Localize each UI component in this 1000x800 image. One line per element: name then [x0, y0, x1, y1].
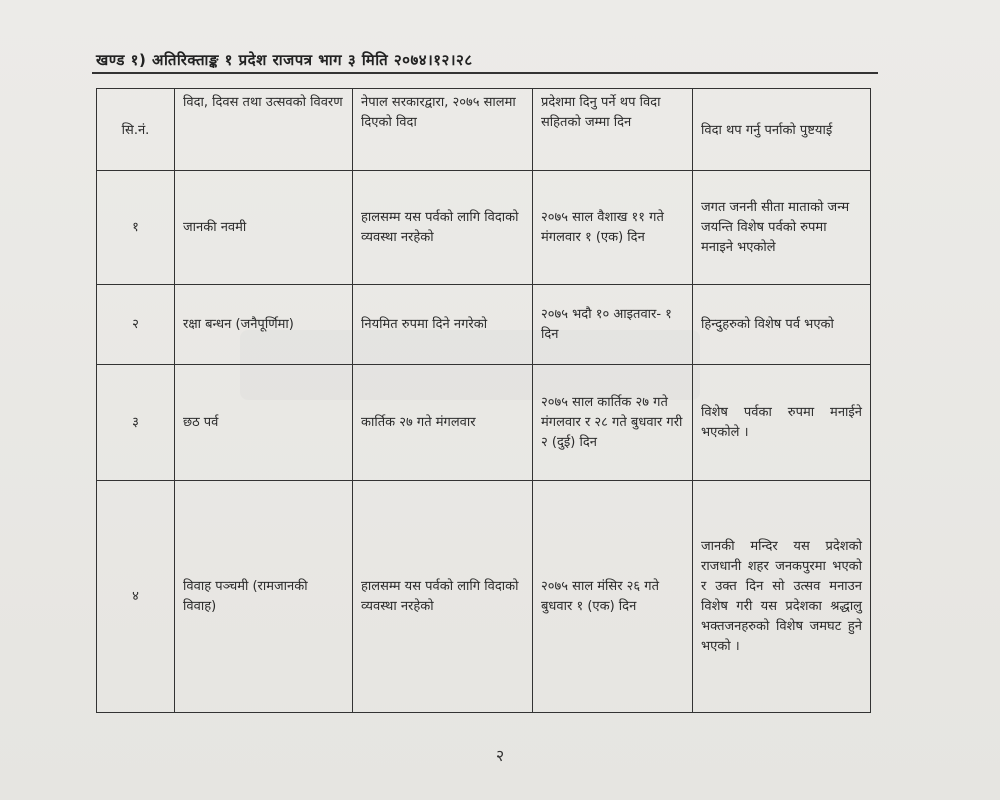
table-row: [97, 365, 871, 481]
row-province-days: २०७५ साल वैशाख ११ गते मंगलवार १ (एक) दिन: [533, 171, 693, 285]
header-justification: विदा थप गर्नु पर्नाको पुष्टयाई: [693, 89, 871, 171]
table-header-row: [97, 89, 871, 171]
header-govt-leave: नेपाल सरकारद्वारा, २०७५ सालमा दिएको विदा: [353, 89, 533, 171]
table-row: [97, 171, 871, 285]
row-name: जानकी नवमी: [175, 171, 353, 285]
page-number: २: [495, 746, 505, 765]
header-description: विदा, दिवस तथा उत्सवको विवरण: [175, 89, 353, 171]
header-rule: [92, 72, 878, 74]
header-province-days: प्रदेशमा दिनु पर्ने थप विदा सहितको जम्मा दिन: [533, 89, 693, 171]
row-serial: १: [97, 171, 175, 285]
holiday-table: [96, 88, 871, 713]
row-justification: हिन्दुहरुको विशेष पर्व भएको: [693, 285, 871, 365]
row-govt-leave: नियमित रुपमा दिने नगरेको: [353, 285, 533, 365]
row-name: रक्षा बन्धन (जनैपूर्णिमा): [175, 285, 353, 365]
header-serial: सि.नं.: [97, 89, 175, 171]
gazette-header: खण्ड १) अतिरिक्ताङ्क १ प्रदेश राजपत्र भाग ३ मिति २०७४।१२।२८: [96, 51, 473, 69]
row-serial: ३: [97, 365, 175, 481]
row-name: विवाह पञ्चमी (रामजानकी विवाह): [175, 481, 353, 713]
row-name: छठ पर्व: [175, 365, 353, 481]
row-province-days: २०७५ साल मंसिर २६ गते बुधवार १ (एक) दिन: [533, 481, 693, 713]
row-serial: ४: [97, 481, 175, 713]
row-govt-leave: कार्तिक २७ गते मंगलवार: [353, 365, 533, 481]
row-justification: जानकी मन्दिर यस प्रदेशको राजधानी शहर जनकपुरमा भएको र उक्त दिन सो उत्सव मनाउन विशेष गरी यस प्रदेशका श्रद्धालु भक्तजनहरुको विशेष जमघट हुने भएको ।: [693, 481, 871, 713]
table-row: [97, 481, 871, 713]
row-govt-leave: हालसम्म यस पर्वको लागि विदाको व्यवस्था नरहेको: [353, 171, 533, 285]
row-justification: विशेष पर्वका रुपमा मनाईने भएकोले ।: [693, 365, 871, 481]
table-row: [97, 285, 871, 365]
row-serial: २: [97, 285, 175, 365]
row-province-days: २०७५ साल कार्तिक २७ गते मंगलवार र २८ गते बुधवार गरी २ (दुई) दिन: [533, 365, 693, 481]
row-province-days: २०७५ भदौ १० आइतवार- १ दिन: [533, 285, 693, 365]
row-justification: जगत जननी सीता माताको जन्म जयन्ति विशेष पर्वको रुपमा मनाइने भएकोले: [693, 171, 871, 285]
row-govt-leave: हालसम्म यस पर्वको लागि विदाको व्यवस्था नरहेको: [353, 481, 533, 713]
